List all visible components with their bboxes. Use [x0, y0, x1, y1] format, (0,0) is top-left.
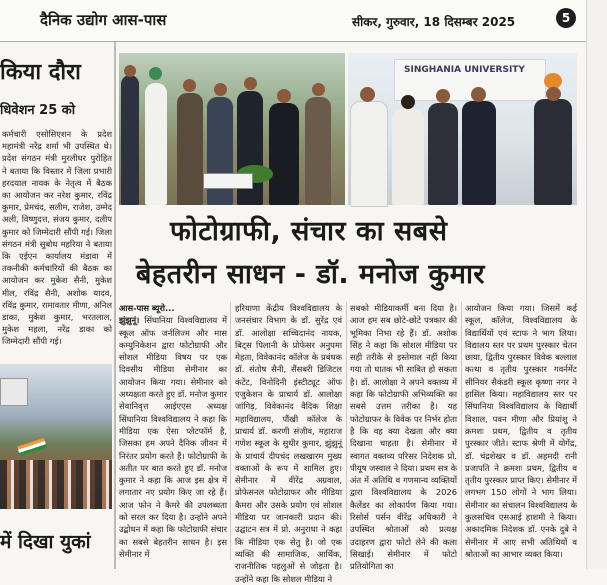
person-figure: [269, 103, 299, 205]
article-column-3: [350, 302, 457, 572]
person-head: [436, 89, 450, 103]
person-head: [124, 65, 136, 77]
column-divider: [230, 302, 231, 560]
main-headline-line1: फोटोग्राफी, संचार का सबसे: [170, 216, 448, 247]
plaque: [203, 173, 253, 189]
column-divider: [114, 42, 116, 569]
person-head: [546, 87, 561, 101]
left-bottom-headline: में दिखा युकां: [0, 531, 91, 553]
article-text-col4: आयोजन किया गया। जिसमें कई स्कूल, कॉलेज, विश्वविद्यालय के विद्यार्थियों एवं स्टाफ ने भाग लिया। विद्यालय स्तर पर प्रथम पुरस्कार चेतन छाया, द्वितीय पुरस्कार विवेक बल्लाल कत्था व तृतीय पुरस्कार गवर्नमेंट सीनियर सैकंडरी स्कूल कृष्णा नगर ने हासिल किया। महाविद्यालय स्तर पर सिंघानिया विश्वविद्यालय के विद्यार्थी विशाल, पवन मीणा और प्रियांशु ने क्रमशः प्रथम, द्वितीय व तृतीय पुरस्कार जीते। स्टाफ श्रेणी में योगेंद्र, डॉ. चंद्रशेखर व डॉ. अहमदी रानी प्रजापति ने क्रमशः प्रथम, द्वितीय व तृतीय पुरस्कार प्राप्त किए। सेमीनार में लगभग 150 लोगों ने भाग लिया। सेमीनार का संचालन विश्वविद्यालय के कुलसचिव एसआई हाशमी ने किया। अकादमिक निदेशक डॉ. एनके दुबे ने सेमीनार में आए सभी अतिथियों व श्रोताओं का आभार व्यक्त किया।: [465, 303, 577, 559]
column-divider: [461, 302, 462, 560]
banner-sign: [0, 378, 28, 406]
person-figure: [145, 83, 167, 205]
article-byline: आस-पास ब्यूरो...: [119, 303, 175, 313]
article-column-2: [235, 302, 342, 584]
left-article-column: [0, 42, 113, 569]
article-dateline: झुंझुनूं।: [119, 315, 140, 326]
person-head: [360, 87, 375, 102]
person-head: [183, 79, 196, 92]
page-number-badge: 5: [556, 8, 576, 28]
article-text-col3: सबको मीडियाकर्मी बना दिया है। आज हम सब छोटे-छोटे पत्रकार की भूमिका निभा रहे हैं। डॉ. अशोक सिंह ने कहा कि सोशल मीडिया पर सही तरीके से इस्तेमाल नहीं किया गया तो घातक भी साबित हो सकता है। डॉ. आलोक्षा ने अपने वक्तव्य में कहा कि फोटोग्राफी अभिव्यक्ति का सबसे उत्तम तरीका है। यह फोटोग्राफर के विवेक पर निर्भर होता है कि वह क्या देखता और क्या दिखाना चाहता है। सेमीनार में स्वागत वक्तव्य परिसर निदेशक प्रो. पीयूष जस्वाल ने दिया। प्रथम सत्र के अंत में अतिथि व गणमान्य व्यक्तियों द्वारा विश्वविद्यालय के 2026 कैलेंडर का लोकार्पण किया गया। रिसोर्स पर्सन वीरेंद्र अधिकारी ने उपस्थित श्रोताओं को प्रत्यक्ष उदाहरण द्वारा फोटो लेने की कला सिखाई। सेमीनार में फोटो प्रतियोगिता का: [350, 303, 457, 572]
person-figure: [177, 93, 203, 205]
person-figure: [350, 101, 388, 207]
article-text-col1: सिंघानिया विश्वविद्यालय में स्कूल ऑफ जर्नलिज्म और मास कम्युनिकेशन द्वारा फोटोग्राफी और सोशल मीडिया विषय पर एक दिवसीय मीडिया सेमीनार का आयोजन किया गया। सेमीनार को अध्यक्षता करते हुए डॉ. मनोज कुमार सेवानिवृत्त आईएएस अध्यक्ष सिंघानिया विश्वविद्यालय ने कहा कि मीडिया एक ऐसा प्लेटफॉर्म है, जिसका हम अपने दैनिक जीवन में निरंतर प्रयोग करते हैं। फोटोग्राफी के अतीत पर बात करते हुए डॉ. मनोज कुमार ने कहा कि आज इस क्षेत्र में लगातार नए प्रयोग किए जा रहे हैं। आज फोन ने कैमरे की उपलब्धता को सरल कर दिया है। उन्होंने अपने उद्बोधन में कहा कि फोटोग्राफी संचार का सबसे बेहतरीन साधन है। इस सेमीनार में: [119, 315, 227, 559]
article-text-col2: हरियाणा केंद्रीय विश्वविद्यालय के जनसंचार विभाग के डॉ. सुरेंद्र एवं डॉ. आलोक्षा सच्चिदानंद नायक, बिट्स पिलानी के प्रोफेसर अनुपमा मेहता, विवेकानंद कॉलेज के प्रबंधक डॉ. संतोष सैनी, सैंसबरी डिजिटल कंटेंट, विनोदिनी इंस्टीट्यूट ऑफ एजुकेशन के प्राचार्य डॉ. आलोक्षा जांगिड़, विवेकानंद वैदिक शिक्षा महाविद्यालय, पौंखी कॉलेज के प्राचार्य डॉ. करणी संजीव, महाराज गणेश स्कूल के सुधीर कुमार, झुंझुनूं के प्राचार्य दीपचंद लखखारम मुख्य वक्ताओं के रूप में शामिल हुए। सेमीनार में वीरेंद्र अग्रवाल, प्रोफेसनल फोटोग्राफर और मीडिया कैमरा और उसके प्रयोग एवं सोशल मीडिया पर जानकारी प्रदान की। उद्घाटन सत्र में प्रो. अनुराधा ने कहा कि मीडिया एक सेतु है। जो एक व्यक्ति की सामाजिक, आर्थिक, राजनीतिक पहलुओं से जोड़ता है। उन्होंने कहा कि सोशल मीडिया ने: [235, 303, 342, 584]
left-subhead: धिवेशन 25 को: [0, 103, 76, 118]
person-figure: [392, 109, 424, 205]
person-head: [277, 89, 291, 103]
left-body-text: कर्मचारी एसोसिएशन के प्रदेश महामंत्री नरेंद्र शर्मा भी उपस्थित थे। प्रदेश संगठन मंत्री मुरलीधर पुरोहित ने बताया कि विस्तार में जिला प्रभारी हरदयाल नायक के नेतृत्व में बैठक का आयोजन कर नरेश कुमार, रविंद्र कुमार, प्रेमचंद, सलीम, राजेश, उम्मेद अली, विष्णुदत्त, संजय कुमार, दलीप कुमार को जिम्मेदारी सौंपी गई। जिला संगठन मंत्री सुबोध महरिया ने बताया कि एईएन कार्यालय मंडावा में तकनीकी कर्मचारियों की बैठक का आयोजन कर मुकेश सैनी, मुकेश मील, रविंद्र सैनी, अशोक यादव, रविंद्र कुमार, रामावतार मीणा, अनिल डाका, मुकेश कुमार, भरतलाल, मुकेश महला, नरेंद्र डाका को जिम्मेदारी सौंपी गई।: [2, 129, 112, 347]
article-column-4: [465, 302, 577, 562]
article-column-1: [119, 302, 227, 562]
banner-text: SINGHANIA UNIVERSITY: [404, 65, 525, 75]
person-head: [312, 83, 325, 96]
flag-icon: [17, 438, 47, 456]
person-figure: [428, 103, 458, 205]
person-head: [471, 87, 486, 102]
page-margin: [586, 0, 607, 569]
column-divider: [346, 302, 347, 560]
person-figure: [534, 99, 572, 205]
person-figure: [305, 97, 331, 205]
plantation-photo: [119, 53, 345, 205]
rally-photo: [0, 364, 112, 509]
turban: [149, 67, 162, 80]
main-headline-line2: बेहतरीन साधन - डॉ. मनोज कुमार: [136, 259, 485, 290]
issue-date: सीकर, गुरुवार, 18 दिसम्बर 2025: [352, 15, 516, 29]
person-figure: [462, 101, 496, 205]
person-head: [401, 95, 415, 109]
seminar-photo: [348, 53, 577, 205]
newspaper-title: दैनिक उद्योग आस-पास: [40, 11, 167, 29]
left-headline: किया दौरा: [0, 60, 81, 85]
crowd-figures: [0, 460, 112, 509]
person-head: [244, 77, 257, 90]
person-figure: [121, 75, 139, 205]
page-header: [0, 0, 607, 42]
person-head: [214, 83, 227, 96]
